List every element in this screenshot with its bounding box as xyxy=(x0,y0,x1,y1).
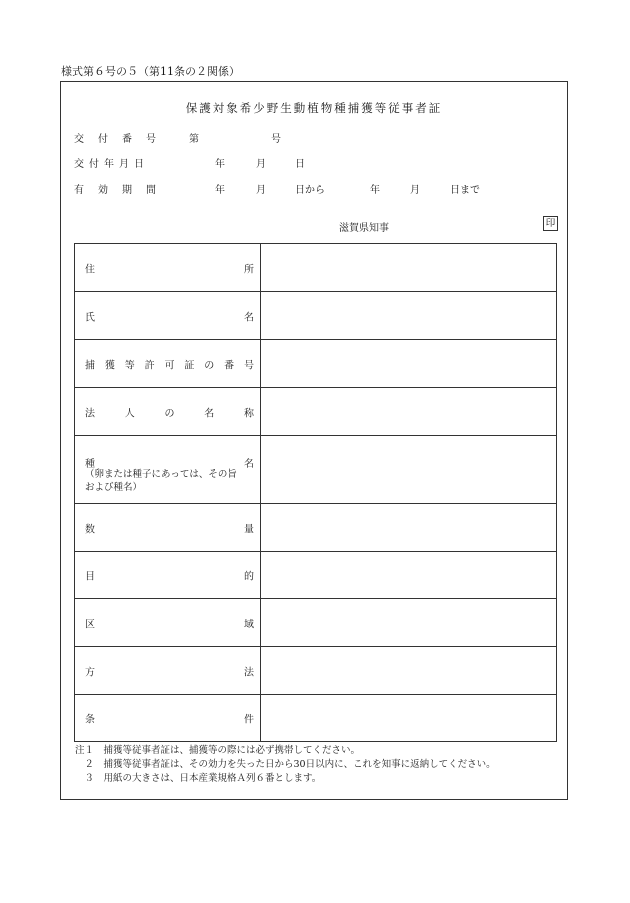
label-char: 名 xyxy=(244,312,254,323)
table-row xyxy=(75,695,556,741)
issue-number-char: 交 xyxy=(74,134,84,145)
label-char: 可 xyxy=(164,360,175,371)
label-char: 等 xyxy=(124,360,135,371)
label-char: 捕 xyxy=(85,360,95,371)
label-char: 法 xyxy=(85,408,95,419)
validity-from-day: 日から xyxy=(295,185,325,196)
species-note-line: （卵または種子にあっては、その旨 xyxy=(85,469,237,480)
validity-char: 間 xyxy=(146,185,156,196)
area-label xyxy=(75,599,261,646)
validity-char: 効 xyxy=(98,185,108,196)
validity-char: 有 xyxy=(74,185,84,196)
issue-number-prefix: 第 xyxy=(189,134,199,145)
label-char: 番 xyxy=(224,360,235,371)
issue-date-month: 月 xyxy=(256,159,266,170)
label-char: 獲 xyxy=(104,360,115,371)
label-char: 的 xyxy=(244,571,254,583)
label-char: 条 xyxy=(85,714,95,726)
label-char: 方 xyxy=(85,667,95,678)
conditions-label xyxy=(75,695,261,741)
address-value[interactable] xyxy=(261,244,556,291)
certificate-title: 保護対象希少野生動植物種捕獲等従事者証 xyxy=(185,101,443,115)
label-char: 住 xyxy=(85,264,95,275)
label-char: 種 xyxy=(85,459,95,470)
label-char: 所 xyxy=(244,264,254,275)
table-row xyxy=(75,504,556,552)
label-char: 目 xyxy=(85,571,95,583)
table-row xyxy=(75,388,556,436)
label-char: 許 xyxy=(144,360,155,371)
method-label xyxy=(75,647,261,694)
corporation-name-label xyxy=(75,388,261,435)
seal-mark: 印 xyxy=(543,216,558,231)
address-label xyxy=(75,244,261,291)
note-line: ３ 用紙の大きさは、日本産業規格Ａ列６番とします。 xyxy=(75,773,322,784)
issue-date-year: 年 xyxy=(215,159,225,170)
corporation-name-value[interactable] xyxy=(261,388,556,435)
validity-from-year: 年 xyxy=(215,185,225,196)
label-char: の xyxy=(204,360,215,371)
label-char: 名 xyxy=(204,408,215,419)
area-value[interactable] xyxy=(261,599,556,646)
issue-number-char: 号 xyxy=(146,134,156,145)
quantity-value[interactable] xyxy=(261,504,556,551)
label-char: 名 xyxy=(244,459,254,470)
form-number-label: 様式第６号の５（第11条の２関係） xyxy=(61,65,240,78)
label-char: 区 xyxy=(85,619,95,630)
table-row xyxy=(75,244,556,292)
note-line: ２ 捕獲等従事者証は、その効力を失った日から30日以内に、これを知事に返納してください。 xyxy=(75,759,496,770)
quantity-label xyxy=(75,504,261,551)
label-char: 域 xyxy=(244,619,254,630)
certificate-frame xyxy=(60,81,568,800)
table-row xyxy=(75,340,556,388)
issue-date-day: 日 xyxy=(295,159,305,170)
label-char: 量 xyxy=(244,524,254,535)
conditions-value[interactable] xyxy=(261,695,556,741)
validity-char: 期 xyxy=(122,185,132,196)
table-row xyxy=(75,599,556,647)
species-name-label xyxy=(75,436,261,503)
issue-number-char: 番 xyxy=(122,134,132,145)
issue-number-char: 付 xyxy=(98,134,108,145)
label-char: 人 xyxy=(124,408,135,419)
table-row xyxy=(75,436,556,504)
label-char: の xyxy=(164,408,175,419)
validity-to-day: 日まで xyxy=(450,185,480,196)
species-name-value[interactable] xyxy=(261,436,556,503)
permit-number-value[interactable] xyxy=(261,340,556,387)
label-char: 法 xyxy=(244,667,254,678)
validity-from-month: 月 xyxy=(256,185,266,196)
holder-info-table xyxy=(74,243,557,742)
purpose-value[interactable] xyxy=(261,552,556,598)
label-char: 氏 xyxy=(85,312,95,323)
purpose-label xyxy=(75,552,261,598)
issue-date-label: 交付年月日 xyxy=(74,159,149,170)
species-note-line: および種名） xyxy=(85,482,143,493)
notes-section xyxy=(75,744,496,786)
permit-number-label xyxy=(75,340,261,387)
label-char: 数 xyxy=(85,524,95,535)
label-char: 証 xyxy=(184,360,195,371)
label-char: 号 xyxy=(244,360,254,371)
label-char: 件 xyxy=(244,714,254,726)
method-value[interactable] xyxy=(261,647,556,694)
table-row xyxy=(75,647,556,695)
issuer-name: 滋賀県知事 xyxy=(339,223,389,234)
name-label xyxy=(75,292,261,339)
validity-to-year: 年 xyxy=(370,185,380,196)
note-line: 注１ 捕獲等従事者証は、捕獲等の際には必ず携帯してください。 xyxy=(75,745,361,756)
table-row xyxy=(75,552,556,599)
issue-number-suffix: 号 xyxy=(271,134,281,145)
table-row xyxy=(75,292,556,340)
name-value[interactable] xyxy=(261,292,556,339)
label-char: 称 xyxy=(244,408,254,419)
validity-to-month: 月 xyxy=(410,185,420,196)
